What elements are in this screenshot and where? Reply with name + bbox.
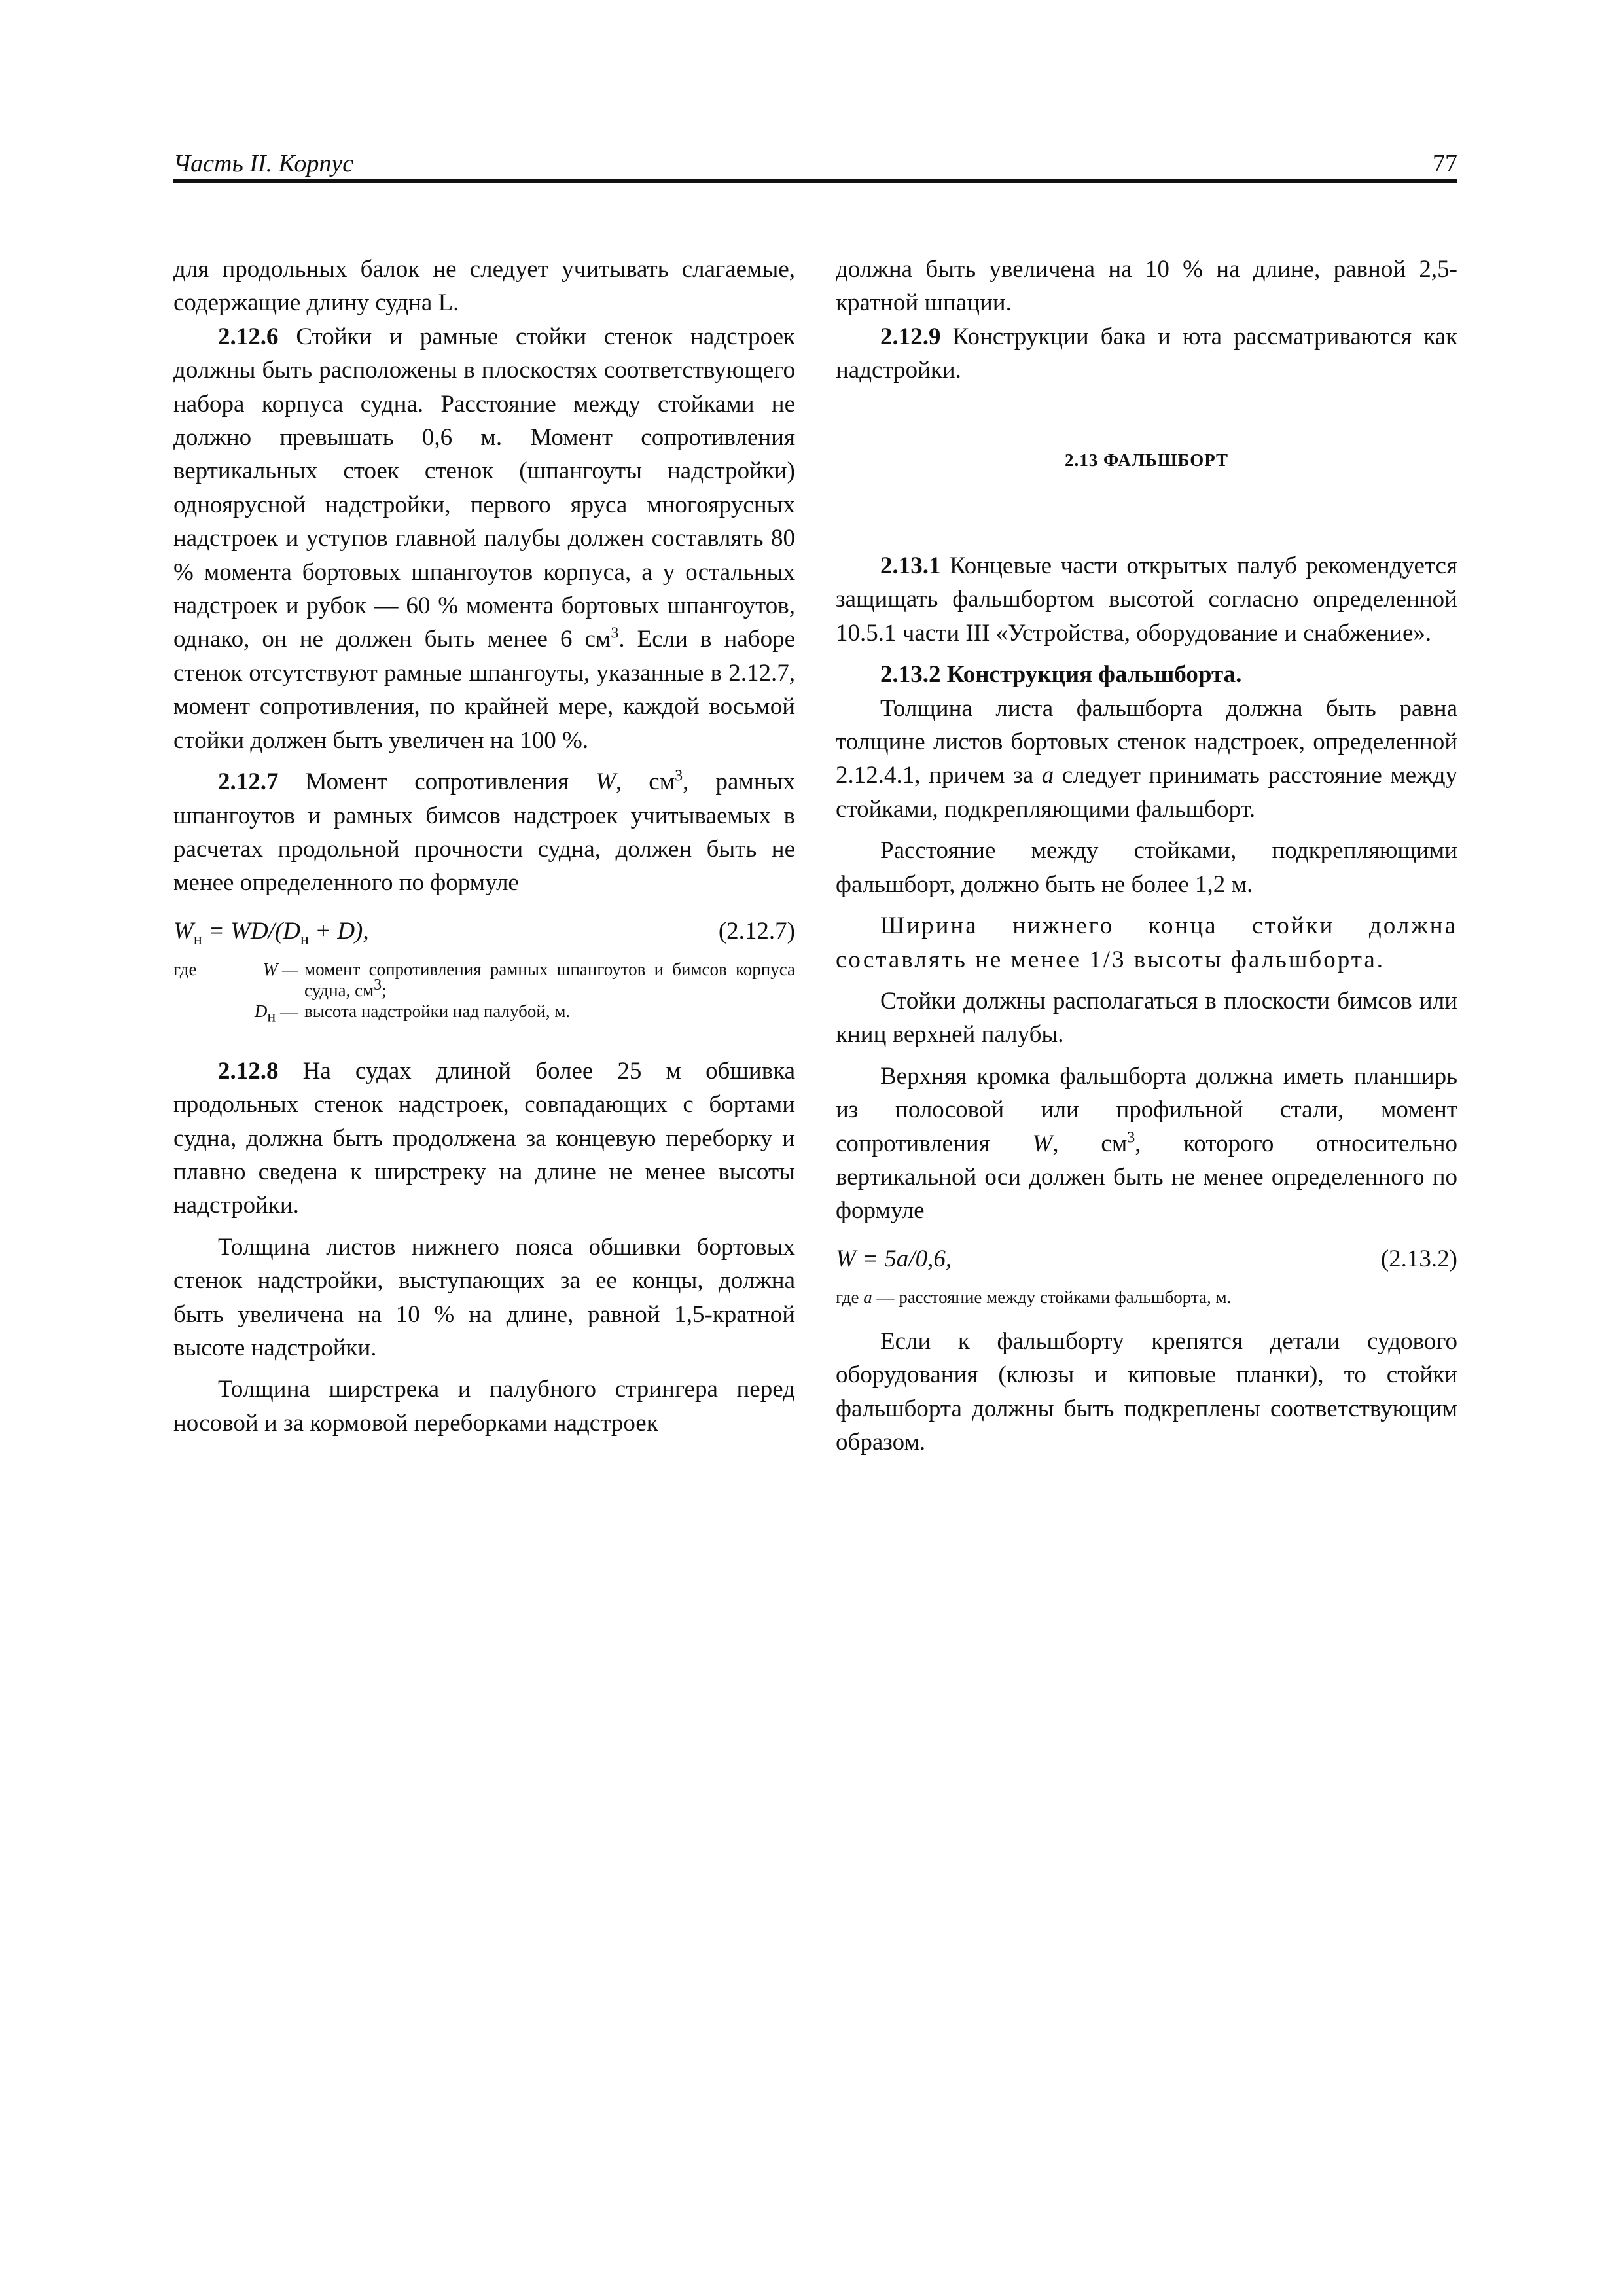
superscript: 3	[611, 625, 619, 643]
formula-subscript: н	[193, 931, 202, 948]
where-text-end: ;	[382, 980, 387, 1000]
paragraph-thickness-2: Толщина ширстрека и палубного стрингера перед носовой и за кормовой переборками надстроек	[173, 1376, 795, 1437]
clause-text-tail: , рамных шпангоутов и рамных бимсов надстроек учитываемых в расчетах продольной прочности судна, должен быть не менее определенного по формуле	[173, 768, 795, 897]
paragraph-continued: для продольных балок не следует учитывать слагаемые, содержащие длину судна L.	[173, 256, 795, 317]
paragraph-text-tail: следует принимать расстояние между стойками, подкрепляющими фальшборт.	[836, 762, 1458, 823]
section-title: 2.13 ФАЛЬШБОРТ	[1064, 450, 1229, 470]
symbol-d: D	[254, 1001, 268, 1021]
clause-text: Конструкции бака и юта рассматриваются как надстройки.	[836, 323, 1458, 384]
where-label: где	[173, 959, 197, 979]
unit-text: , см	[615, 768, 675, 796]
paragraph-thickness-1: Толщина листов нижнего пояса обшивки бортовых стенок надстройки, выступающих за ее концы, должна быть увеличена на 10 % на длине, равной 1,5-кратной высоте надстройки.	[173, 1233, 795, 1361]
clause-text-tail: . Если в наборе стенок отсутствуют рамные шпангоуты, указанные в 2.12.7, момент сопротивления, по крайней мере, каждой восьмой стойки должен быть увеличен на 100 %.	[173, 626, 795, 754]
page-header	[173, 143, 1457, 183]
formula-part: = WD/(D	[202, 917, 301, 944]
paragraph-top-edge	[836, 1060, 1457, 1228]
clause-text: Момент сопротивления	[305, 768, 569, 796]
where-symbol	[239, 1001, 298, 1026]
clause-2-12-7	[173, 765, 795, 900]
superscript: 3	[1127, 1129, 1135, 1147]
clause-text: Концевые части открытых палуб рекомендуется защищать фальшбортом высотой согласно определенной 10.5.1 части III «Устройства, оборудование и снабжение».	[836, 552, 1457, 647]
where-line	[836, 1287, 1457, 1308]
clause-number: 2.12.7	[218, 768, 279, 796]
clause-number: 2.12.9	[880, 323, 941, 350]
equation-number: (2.12.7)	[718, 917, 795, 944]
clause-2-13-2-heading: 2.13.2 Конструкция фальшборта.	[880, 661, 1242, 689]
formula-2-13-2	[836, 1242, 1457, 1278]
clause-number: 2.12.6	[218, 323, 279, 350]
where-block	[173, 959, 795, 1026]
symbol-subscript: н	[267, 1008, 276, 1026]
where-text	[304, 959, 795, 1001]
clause-2-12-9	[836, 320, 1457, 387]
page-number: 77	[1433, 150, 1457, 177]
symbol-a: a	[1041, 762, 1054, 789]
where-row	[173, 959, 795, 1001]
paragraph-stanchion-plane: Стойки должны располагаться в плоскости бимсов или книц верхней палубы.	[836, 987, 1457, 1049]
clause-number: 2.12.8	[218, 1057, 279, 1085]
formula-part: + D),	[308, 917, 369, 944]
equation-number: (2.13.2)	[1380, 1245, 1457, 1272]
formula-expression: W = 5a/0,6,	[836, 1245, 952, 1272]
formula-lhs: W	[173, 917, 194, 944]
clause-text: Стойки и рамные стойки стенок надстроек должны быть расположены в плоскостях соответствующего набора корпуса судна. Расстояние между стойками не должно превышать 0,6 м. Момент сопротивления вертикальных стоек стенок (шпангоуты надстройки) одноярусной надстройки, первого яруса многоярусных надстроек и уступов главной палубы должен составлять 80 % момента бортовых шпангоутов корпуса, а у остальных надстроек и рубок — 60 % момента бортовых шпангоутов, однако, он не должен быть менее 6 см	[173, 323, 796, 653]
clause-2-12-8	[173, 1054, 795, 1223]
superscript: 3	[374, 976, 382, 994]
where-row	[173, 1001, 795, 1026]
where-label: где	[836, 1287, 859, 1307]
symbol-w: W	[1032, 1130, 1053, 1157]
right-column	[836, 253, 1457, 1459]
formula-subscript: н	[300, 931, 309, 948]
paragraph-text: Толщина листа фальшборта должна быть равна толщине листов бортовых стенок надстроек, определенной 2.12.4.1, причем за	[836, 694, 1457, 789]
where-symbol: W —	[262, 959, 298, 979]
unit-text: , см	[1052, 1130, 1128, 1157]
clause-text: На судах длиной более 25 м обшивка продольных стенок надстроек, совпадающих с бортами судна, должна быть продолжена за концевую переборку и плавно сведена к ширстреку на длине не менее высоты надстройки.	[173, 1057, 796, 1219]
header-rule	[173, 179, 1457, 183]
paragraph-fittings: Если к фальшборту крепятся детали судового оборудования (клюзы и киповые планки), то стойки фальшборта должны быть подкреплены соответствующим образом.	[836, 1327, 1457, 1456]
clause-number: 2.13.1	[880, 552, 941, 580]
paragraph-continued: должна быть увеличена на 10 % на длине, равной 2,5-кратной шпации.	[836, 256, 1457, 317]
superscript: 3	[675, 767, 683, 785]
paragraph-text-tail: , которого относительно вертикальной оси должен быть не менее определенного по формуле	[836, 1130, 1458, 1225]
symbol-dash: —	[276, 1001, 298, 1021]
where-text: — расстояние между стойками фальшборта, м.	[876, 1287, 1232, 1307]
clause-2-13-1	[836, 549, 1457, 650]
formula-2-12-7	[173, 914, 795, 950]
symbol-w: W	[596, 768, 616, 796]
symbol-a: a	[863, 1287, 872, 1307]
paragraph-text: Верхняя кромка фальшборта должна иметь планширь из полосовой или профильной стали, момент сопротивления	[836, 1062, 1457, 1157]
running-title: Часть II. Корпус	[173, 150, 354, 177]
paragraph-stanchion-width: Ширина нижнего конца стойки должна составлять не менее 1/3 высоты фальшборта.	[836, 912, 1457, 973]
left-column	[173, 253, 795, 1440]
paragraph-stanchion-spacing: Расстояние между стойками, подкрепляющими фальшборт, должно быть не более 1,2 м.	[836, 837, 1457, 898]
where-text-body: момент сопротивления рамных шпангоутов и бимсов корпуса судна, см	[304, 959, 795, 1000]
clause-2-12-6	[173, 320, 795, 757]
where-text: высота надстройки над палубой, м.	[304, 1001, 571, 1021]
paragraph-sheet-thickness	[836, 692, 1457, 827]
formula-expression	[173, 914, 369, 948]
